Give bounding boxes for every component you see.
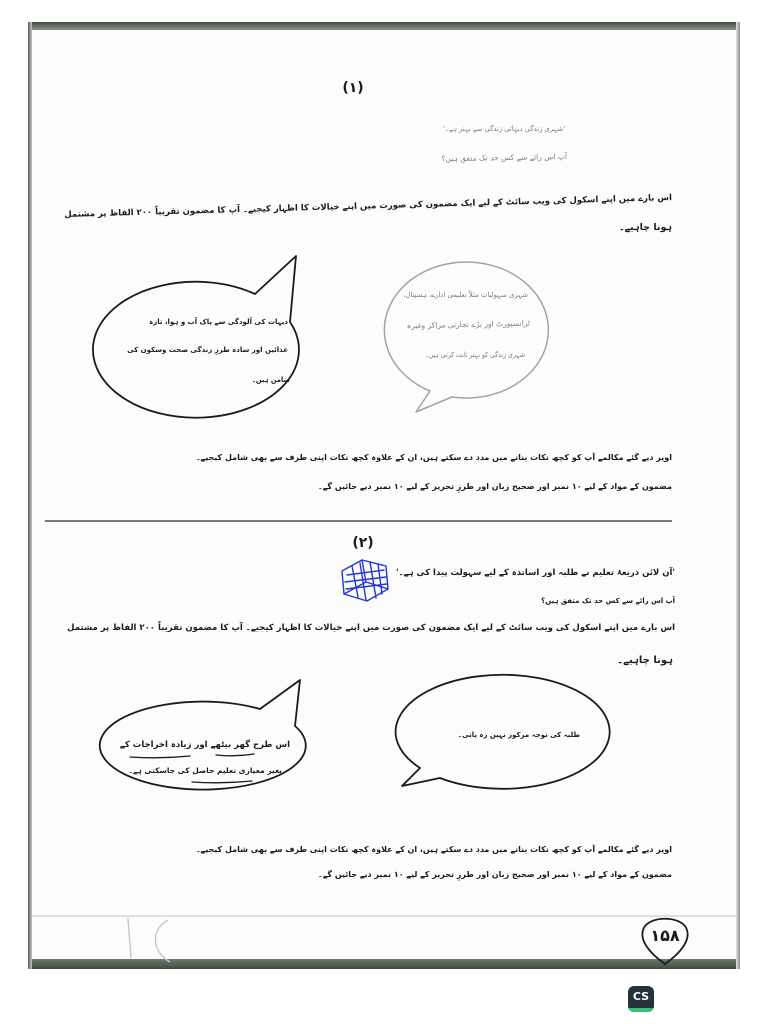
- speech-bubble-village: [93, 256, 299, 418]
- bubble-village-line: دیہات کی آلودگی سے پاک آب و ہوا، تازہ: [149, 318, 288, 326]
- camscanner-badge-text: CS: [632, 990, 650, 1003]
- handwritten-underline-miyari-taleem: [192, 781, 252, 783]
- bubble-village-line: غذائیں اور سادہ طرزِ زندگی صحت وسکون کی: [127, 346, 288, 354]
- bubble-city-line: ٹرانسپورٹ اور بڑے تجارتی مراکز وغیرہ: [406, 318, 531, 331]
- section-2-instruction: اس بارے میں اپنے اسکول کی ویب سائٹ کے لیے ایک مضمون کی صورت میں اپنے خیالات کا اظہار کیجیے۔ آپ کا مضمون تقریباً ۲۰۰ الفاظ پر مشتمل: [67, 623, 675, 633]
- section-2-instruction-end: ہونا چاہیے۔: [617, 655, 673, 666]
- blue-pen-scribble: [342, 560, 388, 601]
- section-2-quote: 'آن لائن ذریعۂ تعلیم نے طلبہ اور اساتذہ کے لیے سہولت پیدا کی ہے۔': [396, 568, 675, 578]
- section-1-marks: مضمون کے مواد کے لیے ۱۰ نمبر اور صحیح زبان اور طرزِ تحریر کے لیے ۱۰ نمبر دیے جائیں گے۔: [318, 482, 672, 491]
- section-2-question: آپ اس رائے سے کس حد تک متفق ہیں؟: [541, 597, 675, 605]
- page-number: ۱۵۸: [650, 926, 680, 945]
- section-1-hint: اوپر دیے گئے مکالمے آپ کو کچھ نکات بنانے میں مدد دے سکتے ہیں، ان کے علاوہ کچھ نکات اپنی طرف سے بھی شامل کیجیے۔: [195, 453, 672, 462]
- handwritten-underline-akhrajat: [130, 756, 190, 758]
- bubble-online-learning-line: اس طرح گھر بیٹھے اور زیادہ اخراجات کے: [119, 740, 290, 750]
- section-1-question: آپ اس رائے سے کس حد تک متفق ہیں؟: [441, 152, 568, 164]
- bubble-village-line: ضامن ہیں۔: [252, 376, 290, 384]
- section-2-marks: مضمون کے مواد کے لیے ۱۰ نمبر اور صحیح زبان اور طرزِ تحریر کے لیے ۱۰ نمبر دیے جائیں گے۔: [318, 870, 672, 879]
- camscanner-badge: [628, 986, 654, 1012]
- section-1-number: (۱): [342, 80, 364, 96]
- faint-mark-line: [128, 918, 131, 958]
- section-1-instruction: اس بارے میں اپنے اسکول کی ویب سائٹ کے لیے ایک مضمون کی صورت میں اپنے خیالات کا اظہار کیجیے۔ آپ کا مضمون تقریباً ۲۰۰ الفاظ پر مشتمل: [64, 193, 673, 220]
- section-2-number: (۲): [352, 535, 374, 551]
- faint-mark-curve: [155, 920, 170, 962]
- section-1-quote: 'شہری زندگی دیہاتی زندگی سے بہتر ہے۔': [443, 125, 565, 133]
- bubble-attention-line: طلبہ کی توجہ مرکوز نہیں رہ پاتی۔: [457, 731, 580, 739]
- camscanner-badge-accent: [628, 1008, 654, 1012]
- bubble-city-line: شہری سہولیات مثلاً تعلیمی ادارے، ہسپتال،: [403, 291, 528, 299]
- bubble-online-learning-line: بغیر معیاری تعلیم حاصل کی جاسکتی ہے۔: [128, 766, 282, 775]
- section-1-instruction-end: ہونا چاہیے۔: [619, 222, 672, 233]
- bubble-city-line: شہری زندگی کو بہتر ثابت کرتی ہیں۔: [425, 351, 525, 359]
- section-2-hint: اوپر دیے گئے مکالمے آپ کو کچھ نکات بنانے میں مدد دے سکتے ہیں، ان کے علاوہ کچھ نکات اپنی طرف سے بھی شامل کیجیے۔: [195, 845, 672, 854]
